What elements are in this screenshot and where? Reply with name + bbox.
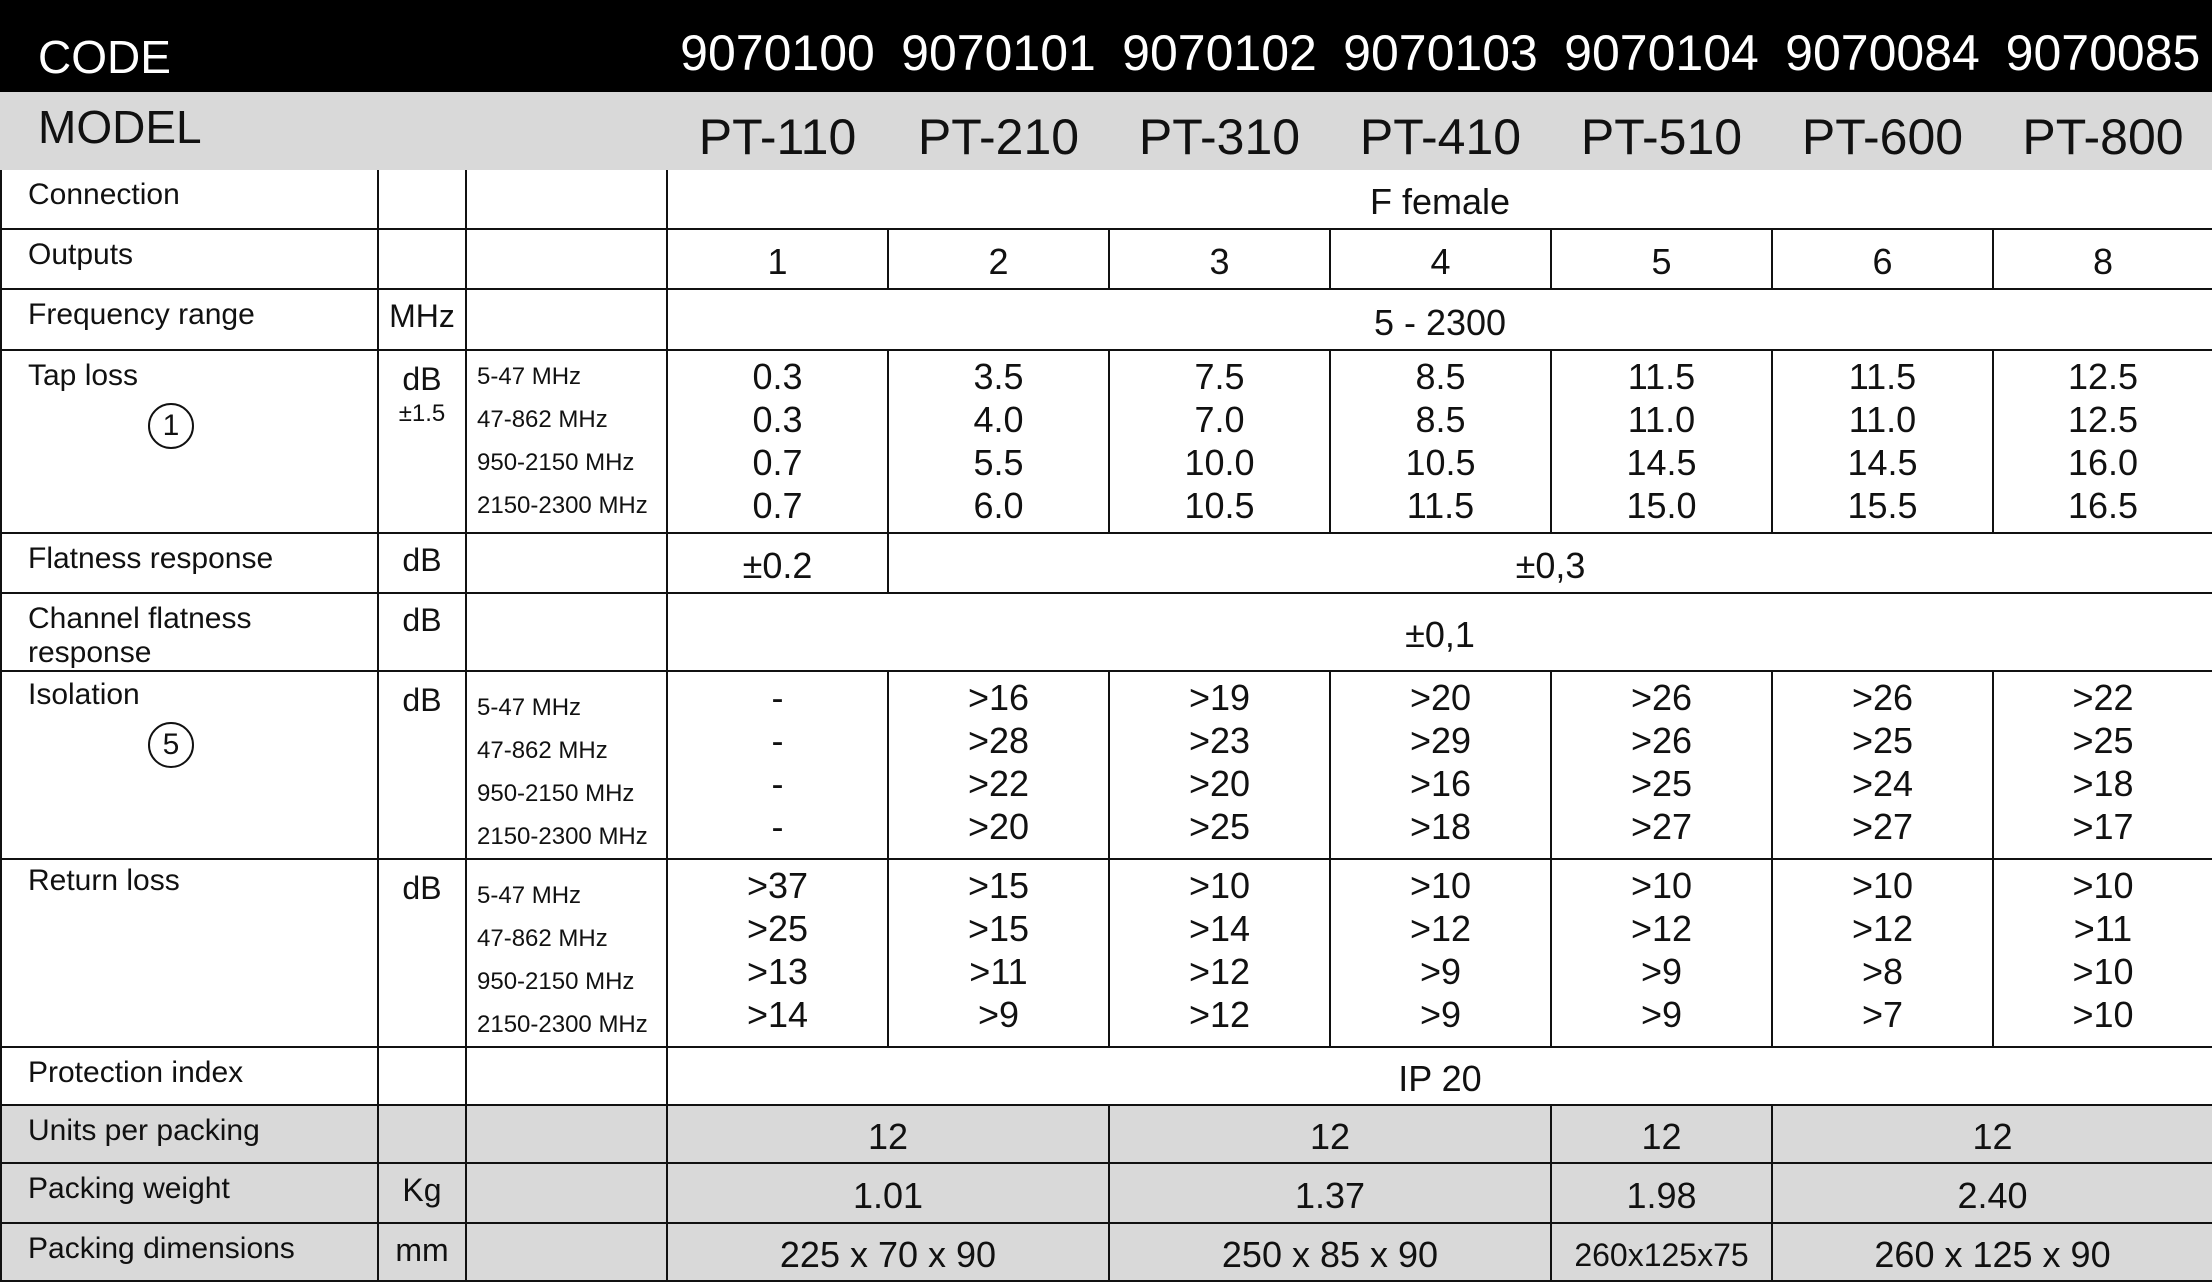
value: 0.3 <box>752 356 803 397</box>
flatness-row <box>1 533 2212 593</box>
units-packing-value: 12 <box>667 1105 1109 1163</box>
isolation-values <box>1330 671 1551 859</box>
value: 11.5 <box>1627 356 1696 397</box>
code-cell: 9070103 <box>1330 1 1551 91</box>
value: >12 <box>1409 908 1472 949</box>
band-label: 5-47 MHz <box>477 694 582 721</box>
value: 7.5 <box>1194 356 1245 397</box>
row-label: Protection index <box>1 1047 378 1105</box>
unit-cell <box>378 1047 466 1105</box>
value: >28 <box>967 720 1030 761</box>
packing-weight-value: 2.40 <box>1772 1163 2212 1223</box>
packing-dims-row <box>1 1223 2212 1281</box>
frequency-row <box>1 289 2212 350</box>
value: >19 <box>1188 677 1251 718</box>
row-label: Units per packing <box>1 1105 378 1163</box>
connection-value: F female <box>667 169 2212 229</box>
value: >23 <box>1188 720 1251 761</box>
value: >26 <box>1851 677 1914 718</box>
band-cell <box>466 350 667 533</box>
code-cell: 9070084 <box>1772 1 1993 91</box>
value: >12 <box>1851 908 1914 949</box>
channel-flatness-row <box>1 593 2212 671</box>
value: - <box>771 720 784 761</box>
code-cell: 9070085 <box>1993 1 2212 91</box>
value: >16 <box>967 677 1030 718</box>
value: >10 <box>2072 865 2134 906</box>
isolation-label-cell <box>1 671 378 859</box>
value: >9 <box>1419 994 1462 1035</box>
tap-loss-values <box>1772 350 1993 533</box>
value: >25 <box>1188 806 1251 847</box>
value: >29 <box>1409 720 1472 761</box>
return-loss-values <box>1330 859 1551 1047</box>
code-cell: 9070101 <box>888 1 1109 91</box>
outputs-value: 3 <box>1109 229 1330 289</box>
unit-label: dB <box>402 361 442 397</box>
row-label: Outputs <box>1 229 378 289</box>
units-packing-value: 12 <box>1551 1105 1772 1163</box>
model-label: MODEL <box>1 91 667 169</box>
row-label: Return loss <box>1 859 378 1047</box>
value: 4.0 <box>973 399 1024 440</box>
value: - <box>771 763 784 804</box>
flatness-value: ±0,3 <box>888 533 2212 593</box>
value: 12.5 <box>2067 399 2139 440</box>
outputs-value: 4 <box>1330 229 1551 289</box>
value: 11.5 <box>1848 356 1917 397</box>
band-label: 2150-2300 MHz <box>477 823 648 850</box>
model-cell: PT-210 <box>888 91 1109 169</box>
band-cell <box>466 671 667 859</box>
tap-loss-values <box>1330 350 1551 533</box>
code-cell: 9070104 <box>1551 1 1772 91</box>
value: >15 <box>967 908 1030 949</box>
packing-weight-value: 1.01 <box>667 1163 1109 1223</box>
tap-loss-values <box>667 350 888 533</box>
value: 11.0 <box>1627 399 1696 440</box>
band-label: 950-2150 MHz <box>477 968 635 995</box>
units-packing-value: 12 <box>1109 1105 1551 1163</box>
row-label: Isolation <box>28 678 140 711</box>
value: >10 <box>1409 865 1472 906</box>
value: >18 <box>2072 763 2134 804</box>
value: 10.5 <box>1184 485 1255 526</box>
packing-dims-value: 260x125x75 <box>1551 1223 1772 1281</box>
outputs-value: 6 <box>1772 229 1993 289</box>
unit-cell: dB <box>378 593 466 671</box>
unit-cell <box>378 169 466 229</box>
value: >12 <box>1188 994 1251 1035</box>
value: 6.0 <box>973 485 1024 526</box>
value: 15.0 <box>1626 485 1697 526</box>
value: 0.7 <box>752 442 803 483</box>
value: 16.0 <box>2067 442 2139 483</box>
band-label: 950-2150 MHz <box>477 780 635 807</box>
unit-cell <box>378 350 466 533</box>
frequency-value: 5 - 2300 <box>667 289 2212 350</box>
packing-dims-value: 225 x 70 x 90 <box>667 1223 1109 1281</box>
packing-weight-row <box>1 1163 2212 1223</box>
note-marker: 1 <box>148 403 194 449</box>
row-label: Flatness response <box>1 533 378 593</box>
outputs-value: 5 <box>1551 229 1772 289</box>
protection-row <box>1 1047 2212 1105</box>
note-marker: 5 <box>148 722 194 768</box>
connection-row <box>1 169 2212 229</box>
value: >22 <box>2072 677 2134 718</box>
value: >8 <box>1861 951 1904 992</box>
unit-cell <box>378 229 466 289</box>
packing-dims-value: 250 x 85 x 90 <box>1109 1223 1551 1281</box>
value: >26 <box>1630 720 1693 761</box>
value: >9 <box>977 994 1020 1035</box>
band-cell <box>466 229 667 289</box>
packing-weight-value: 1.98 <box>1551 1163 1772 1223</box>
tap-loss-row <box>1 350 2212 533</box>
value: 14.5 <box>1847 442 1918 483</box>
band-cell <box>466 593 667 671</box>
model-row <box>1 91 2212 169</box>
value: >20 <box>1409 677 1472 718</box>
value: >26 <box>1630 677 1693 718</box>
value: >37 <box>746 865 809 906</box>
value: >11 <box>2073 908 2133 949</box>
band-cell <box>466 289 667 350</box>
value: >17 <box>2072 806 2134 847</box>
row-label: Connection <box>1 169 378 229</box>
value: >11 <box>969 951 1028 992</box>
model-cell: PT-310 <box>1109 91 1330 169</box>
band-label: 5-47 MHz <box>477 882 582 909</box>
unit-label: dB <box>402 682 442 718</box>
outputs-value: 1 <box>667 229 888 289</box>
code-row <box>1 1 2212 91</box>
unit-cell: MHz <box>378 289 466 350</box>
value: >22 <box>967 763 1030 804</box>
value: 0.3 <box>752 399 803 440</box>
value: >25 <box>1630 763 1693 804</box>
units-packing-row <box>1 1105 2212 1163</box>
value: 3.5 <box>973 356 1024 397</box>
unit-cell <box>378 671 466 859</box>
band-label: 47-862 MHz <box>477 925 608 952</box>
unit-cell <box>378 859 466 1047</box>
outputs-row <box>1 229 2212 289</box>
value: >18 <box>1409 806 1472 847</box>
row-label: Frequency range <box>1 289 378 350</box>
band-label: 950-2150 MHz <box>477 449 635 476</box>
row-label: Packing dimensions <box>1 1223 378 1281</box>
band-cell <box>466 1105 667 1163</box>
tap-loss-values <box>888 350 1109 533</box>
value: 14.5 <box>1626 442 1697 483</box>
unit-cell: dB <box>378 533 466 593</box>
outputs-value: 2 <box>888 229 1109 289</box>
code-cell: 9070102 <box>1109 1 1330 91</box>
value: >9 <box>1640 951 1683 992</box>
value: 11.0 <box>1848 399 1917 440</box>
value: 12.5 <box>2067 356 2139 397</box>
unit-cell <box>378 1105 466 1163</box>
return-loss-values <box>1772 859 1993 1047</box>
model-cell: PT-110 <box>667 91 888 169</box>
value: >10 <box>2072 951 2134 992</box>
isolation-values <box>888 671 1109 859</box>
isolation-values <box>667 671 888 859</box>
band-cell <box>466 169 667 229</box>
row-label: Channel flatness response <box>1 593 378 671</box>
isolation-values <box>1551 671 1772 859</box>
value: >14 <box>1188 908 1251 949</box>
value: >7 <box>1861 994 1904 1035</box>
value: 15.5 <box>1847 485 1918 526</box>
value: >10 <box>2072 994 2134 1035</box>
return-loss-values <box>1551 859 1772 1047</box>
value: 0.7 <box>752 485 803 526</box>
value: >15 <box>967 865 1030 906</box>
value: >10 <box>1630 865 1693 906</box>
value: >24 <box>1851 763 1914 804</box>
model-cell: PT-410 <box>1330 91 1551 169</box>
tap-loss-label-cell <box>1 350 378 533</box>
packing-dims-value: 260 x 125 x 90 <box>1772 1223 2212 1281</box>
value: >10 <box>1188 865 1251 906</box>
value: 8.5 <box>1415 356 1466 397</box>
value: >10 <box>1851 865 1914 906</box>
unit-cell: mm <box>378 1223 466 1281</box>
band-cell <box>466 1047 667 1105</box>
units-packing-value: 12 <box>1772 1105 2212 1163</box>
value: >12 <box>1630 908 1693 949</box>
return-loss-values <box>888 859 1109 1047</box>
value: 8.5 <box>1415 399 1466 440</box>
row-label: Tap loss <box>28 359 139 392</box>
tap-loss-values <box>1551 350 1772 533</box>
value: >9 <box>1640 994 1683 1035</box>
tap-loss-values <box>1109 350 1330 533</box>
value: >13 <box>746 951 809 992</box>
model-cell: PT-510 <box>1551 91 1772 169</box>
isolation-values <box>1993 671 2212 859</box>
isolation-values <box>1109 671 1330 859</box>
value: >14 <box>746 994 809 1035</box>
return-loss-values <box>667 859 888 1047</box>
code-label: CODE <box>1 1 667 91</box>
value: 16.5 <box>2067 485 2139 526</box>
value: >12 <box>1188 951 1251 992</box>
value: 11.5 <box>1406 485 1475 526</box>
value: 7.0 <box>1194 399 1245 440</box>
band-label: 47-862 MHz <box>477 406 608 433</box>
band-label: 5-47 MHz <box>477 363 582 390</box>
value: >9 <box>1419 951 1462 992</box>
value: >20 <box>1188 763 1251 804</box>
packing-weight-value: 1.37 <box>1109 1163 1551 1223</box>
flatness-value: ±0.2 <box>667 533 888 593</box>
unit-label: dB <box>402 870 442 906</box>
band-cell <box>466 1223 667 1281</box>
isolation-values <box>1772 671 1993 859</box>
band-label: 47-862 MHz <box>477 737 608 764</box>
tolerance-label: ±1.5 <box>398 400 446 427</box>
value: - <box>771 806 784 847</box>
row-label: Packing weight <box>1 1163 378 1223</box>
value: >27 <box>1851 806 1914 847</box>
value: >25 <box>1851 720 1914 761</box>
tap-loss-values <box>1993 350 2212 533</box>
band-cell <box>466 1163 667 1223</box>
band-label: 2150-2300 MHz <box>477 1011 648 1038</box>
protection-value: IP 20 <box>667 1047 2212 1105</box>
value: 5.5 <box>973 442 1024 483</box>
model-cell: PT-800 <box>1993 91 2212 169</box>
value: >27 <box>1630 806 1693 847</box>
return-loss-values <box>1993 859 2212 1047</box>
return-loss-row <box>1 859 2212 1047</box>
channel-flatness-value: ±0,1 <box>667 593 2212 671</box>
unit-cell: Kg <box>378 1163 466 1223</box>
model-cell: PT-600 <box>1772 91 1993 169</box>
value: >25 <box>2072 720 2134 761</box>
outputs-value: 8 <box>1993 229 2212 289</box>
isolation-row <box>1 671 2212 859</box>
band-cell <box>466 533 667 593</box>
code-cell: 9070100 <box>667 1 888 91</box>
value: 10.5 <box>1405 442 1476 483</box>
band-label: 2150-2300 MHz <box>477 492 648 519</box>
band-cell <box>466 859 667 1047</box>
value: >16 <box>1409 763 1472 804</box>
value: 10.0 <box>1184 442 1255 483</box>
value: >20 <box>967 806 1030 847</box>
value: - <box>771 677 784 718</box>
value: >25 <box>746 908 809 949</box>
return-loss-values <box>1109 859 1330 1047</box>
